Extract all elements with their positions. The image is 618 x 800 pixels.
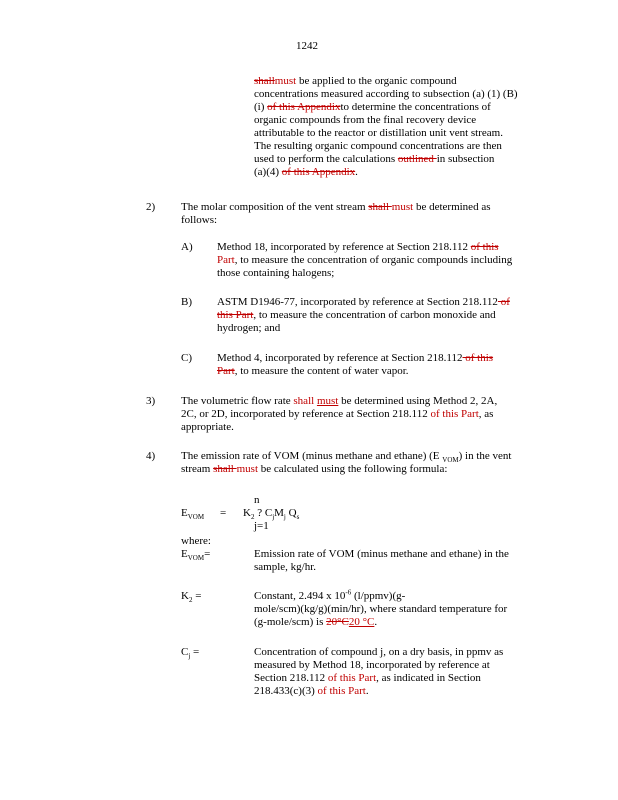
- deleted-text: this Part: [217, 309, 254, 321]
- text: be applied to the organic compound: [296, 75, 457, 87]
- text: Section 218.112: [254, 672, 328, 684]
- subitem-label-c: C): [181, 352, 192, 364]
- formula-lhs: [181, 507, 204, 520]
- subitem-c-paragraph: [217, 352, 493, 378]
- text: (g-mole/scm) is: [254, 616, 327, 628]
- text: stream: [181, 463, 214, 475]
- subscript: VOM: [442, 456, 459, 465]
- text: =: [204, 548, 211, 560]
- subitem-label-a: A): [181, 241, 193, 253]
- formula-equals: =: [220, 507, 227, 519]
- subscript: j: [283, 513, 286, 522]
- summation-symbol: ?: [257, 507, 263, 519]
- text: hydrogen; and: [217, 322, 281, 334]
- item-2-paragraph: [181, 201, 490, 227]
- text: ASTM D1946-77, incorporated by reference at Section 218.112: [217, 296, 498, 308]
- text: in subsection: [436, 153, 495, 165]
- subscript: 2: [250, 513, 255, 522]
- item-number-4: 4): [146, 450, 156, 462]
- inserted-text: must: [391, 201, 414, 213]
- text: (l/ppmv)(g-: [351, 590, 406, 602]
- inserted-text: must: [236, 463, 259, 475]
- deleted-text: of this: [462, 352, 494, 364]
- formula-rhs: [243, 507, 299, 520]
- text: ) in the vent: [458, 450, 512, 462]
- formula-lower-limit: j=1: [254, 520, 269, 532]
- text: appropriate.: [181, 421, 234, 433]
- text: be determined using Method 2, 2A,: [338, 395, 498, 407]
- text: sample, kg/hr.: [254, 561, 317, 573]
- text: Concentration of compound j, on a dry basis, in ppmv as: [254, 646, 504, 658]
- deleted-text: shall: [213, 463, 237, 475]
- text: be calculated using the following formula:: [258, 463, 448, 475]
- page-number: 1242: [296, 40, 318, 52]
- text: 2C, or 2D, incorporated by reference at Section 218.112: [181, 408, 431, 420]
- inserted-text: 20 °C: [348, 616, 375, 628]
- text: Emission rate of VOM (minus methane and ethane) in the: [254, 548, 509, 560]
- formula-upper-limit: n: [254, 494, 260, 506]
- subitem-b-paragraph: [217, 296, 510, 335]
- text: follows:: [181, 214, 218, 226]
- inserted-text: Part: [217, 254, 235, 266]
- subitem-label-b: B): [181, 296, 192, 308]
- text: measured by Method 18, incorporated by reference at: [254, 659, 490, 671]
- text: , to measure the concentration of organic compounds including: [234, 254, 513, 266]
- text: E: [181, 507, 188, 519]
- text: , to measure the concentration of carbon monoxide and: [253, 309, 496, 321]
- deleted-text: of this: [470, 241, 499, 253]
- text: Q: [288, 507, 297, 519]
- subitem-a-paragraph: [217, 241, 512, 280]
- text: C: [181, 646, 189, 658]
- text: used to perform the calculations: [254, 153, 398, 165]
- definition-symbol-evom: [181, 548, 210, 561]
- continuation-paragraph: [254, 75, 518, 179]
- item-number-2: 2): [146, 201, 156, 213]
- text: K: [181, 590, 189, 602]
- text: =: [192, 590, 202, 602]
- text: (i): [254, 101, 268, 113]
- text: , as: [478, 408, 494, 420]
- deleted-text: shall: [254, 75, 275, 87]
- inserted-text: of this Part: [327, 672, 377, 684]
- subscript: j: [272, 513, 275, 522]
- text: M: [274, 507, 284, 519]
- text: 218.433(c)(3): [254, 685, 318, 697]
- subscript: j: [188, 652, 191, 661]
- text: attributable to the reactor or distillation unit vent stream.: [254, 127, 503, 139]
- item-3-paragraph: [181, 395, 497, 434]
- deleted-text: shall: [368, 201, 392, 213]
- text: Constant, 2.494 x 10: [254, 590, 346, 602]
- text: The emission rate of VOM (minus methane and ethane) (E: [181, 450, 443, 462]
- inserted-text: must: [274, 75, 297, 87]
- text: be determined as: [413, 201, 491, 213]
- text: =: [190, 646, 200, 658]
- inserted-text: must: [316, 395, 339, 407]
- text: (a)(4): [254, 166, 282, 178]
- deleted-text: of this Appendix: [267, 101, 341, 113]
- text: The molar composition of the vent stream: [181, 201, 369, 213]
- subscript: 2: [188, 596, 193, 605]
- deleted-text: outlined: [397, 153, 437, 165]
- text: The resulting organic compound concentrations are then: [254, 140, 502, 152]
- inserted-text: shall: [293, 395, 317, 407]
- deleted-text: of this Appendix: [281, 166, 356, 178]
- text: K: [243, 507, 251, 519]
- text: , to measure the content of water vapor.: [234, 365, 409, 377]
- text: E: [181, 548, 188, 560]
- deleted-text: Part: [217, 365, 235, 377]
- definition-text-k2: [254, 590, 507, 629]
- text: C: [264, 507, 273, 519]
- inserted-text: of this Part: [430, 408, 479, 420]
- item-number-3: 3): [146, 395, 156, 407]
- text: , as indicated in Section: [376, 672, 481, 684]
- text: The volumetric flow rate: [181, 395, 294, 407]
- inserted-text: of this Part: [317, 685, 366, 697]
- definition-symbol-cj: [181, 646, 199, 659]
- deleted-text: of: [497, 296, 510, 308]
- text: concentrations measured according to subsection (a) (1) (B): [254, 88, 518, 100]
- definition-symbol-k2: [181, 590, 201, 603]
- definition-text-evom: [254, 548, 509, 574]
- text: .: [374, 616, 378, 628]
- superscript: -6: [345, 588, 352, 597]
- subscript: VOM: [187, 554, 205, 563]
- text: .: [355, 166, 358, 178]
- text: organic compounds from the final recovery device: [254, 114, 477, 126]
- text: those containing halogens;: [217, 267, 335, 279]
- subscript: VOM: [187, 513, 205, 522]
- text: .: [365, 685, 369, 697]
- item-4-paragraph: [181, 450, 511, 476]
- deleted-text: 20°C: [326, 616, 349, 628]
- text: Method 18, incorporated by reference at Section 218.112: [217, 241, 471, 253]
- text: Method 4, incorporated by reference at Section 218.112: [217, 352, 463, 364]
- subscript: s: [296, 513, 300, 522]
- text: mole/scm)(kg/g)(min/hr), where standard temperature for: [254, 603, 508, 615]
- definition-text-cj: [254, 646, 503, 698]
- where-label: where:: [181, 535, 211, 547]
- text: to determine the concentrations of: [340, 101, 491, 113]
